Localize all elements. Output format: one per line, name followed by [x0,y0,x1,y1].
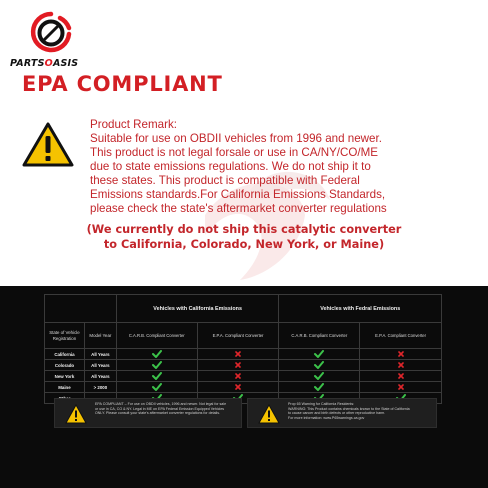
state-cell: California [45,349,85,360]
compliance-cell [116,382,197,393]
remark-line: Emissions standards.For California Emissions Standards, [90,188,386,201]
remark-line: these states. This product is compatible with Federal [90,174,360,187]
state-cell: Colorado [45,360,85,371]
table-corner [45,295,117,323]
table-row [45,360,442,371]
check-icon [152,383,162,391]
cross-icon [398,351,404,357]
check-icon [152,361,162,369]
prop65-info-line: Prop 65 Warning for California Residents: [288,402,355,406]
logo-ring-icon [30,10,72,56]
epa-info-box [54,398,242,428]
col-header-state: State of Vehicle Registration [45,323,85,349]
group-header-california: Vehicles with California Emissions [116,295,279,323]
compliance-cell [279,349,360,360]
epa-info-line: EPA COMPLIANT – For use on OBDII vehicles, 1996 and newer. Not legal for sale [95,402,227,406]
prop65-info-line: For more information: www.P65warnings.ca.gov [288,415,365,420]
remark-line: Product Remark: [90,118,177,131]
check-icon [314,372,324,380]
remark-line: Suitable for use on OBDII vehicles from 1996 and newer. [90,132,382,145]
shipping-notice [0,222,488,252]
epa-info-line: ONLY. Please consult your state's aftermarket converter regulations for details. [95,411,220,416]
prop65-info-line: WARNING: This Product contains chemicals known to the State of California [288,406,410,411]
check-icon [152,350,162,358]
prop65-info-box [247,398,437,428]
notice-line: (We currently do not ship this catalytic converter [86,223,402,236]
col-header-epa-fed: E.P.A. Compliant Converter [360,323,442,349]
warning-triangle-icon [65,404,87,424]
compliance-cell [360,360,442,371]
check-icon [152,372,162,380]
check-icon [314,361,324,369]
model-year-cell: All Years [84,349,116,360]
compliance-cell [360,382,442,393]
model-year-cell: All Years [84,360,116,371]
cross-icon [235,351,241,357]
compliance-cell [360,371,442,382]
compliance-cell [116,349,197,360]
compliance-cell [197,349,279,360]
table-row [45,371,442,382]
product-remark [90,118,482,216]
col-header-carb-fed: C.A.R.B. Compliant Converter [279,323,360,349]
col-header-carb-ca: C.A.R.B. Compliant Converter [116,323,197,349]
group-header-federal: Vehicles with Fedral Emissions [279,295,442,323]
cross-icon [235,384,241,390]
model-year-cell: All Years [84,371,116,382]
prop65-info-line: to cause cancer and birth defects or other reproductive harm. [288,411,386,416]
compliance-cell [279,360,360,371]
warning-triangle-icon [258,404,280,424]
compliance-cell [279,382,360,393]
check-icon [314,383,324,391]
compliance-table [44,294,442,404]
warning-triangle-icon [22,122,74,168]
epa-info-line: or use in CA, CO & NY. Legal in ME on EPA Federal Emission Equipped Vehicles [95,406,225,411]
cross-icon [398,362,404,368]
notice-line: to California, Colorado, New York, or Maine) [103,238,385,251]
remark-line: please check the state's aftermarket converter regulations [90,202,387,215]
compliance-panel [0,286,488,488]
compliance-cell [360,349,442,360]
partsoasis-logo [10,6,90,70]
logo-wordmark: PARTSOASIS [10,58,79,69]
compliance-cell [279,371,360,382]
compliance-cell [116,360,197,371]
remark-line: due to state emissions regulations. We do not ship it to [90,160,371,173]
col-header-model-year: Model Year [84,323,116,349]
cross-icon [398,373,404,379]
page-title: EPA COMPLIANT [22,72,223,96]
cross-icon [398,384,404,390]
check-icon [314,350,324,358]
remark-line: This product is not legal forsale or use in CA/NY/CO/ME [90,146,379,159]
col-header-epa-ca: E.P.A. Compliant Converter [197,323,279,349]
model-year-cell: > 2000 [84,382,116,393]
state-cell: New York [45,371,85,382]
compliance-cell [197,382,279,393]
compliance-cell [197,360,279,371]
compliance-cell [197,371,279,382]
cross-icon [235,362,241,368]
compliance-cell [116,371,197,382]
cross-icon [235,373,241,379]
table-row [45,349,442,360]
state-cell: Maine [45,382,85,393]
table-row [45,382,442,393]
